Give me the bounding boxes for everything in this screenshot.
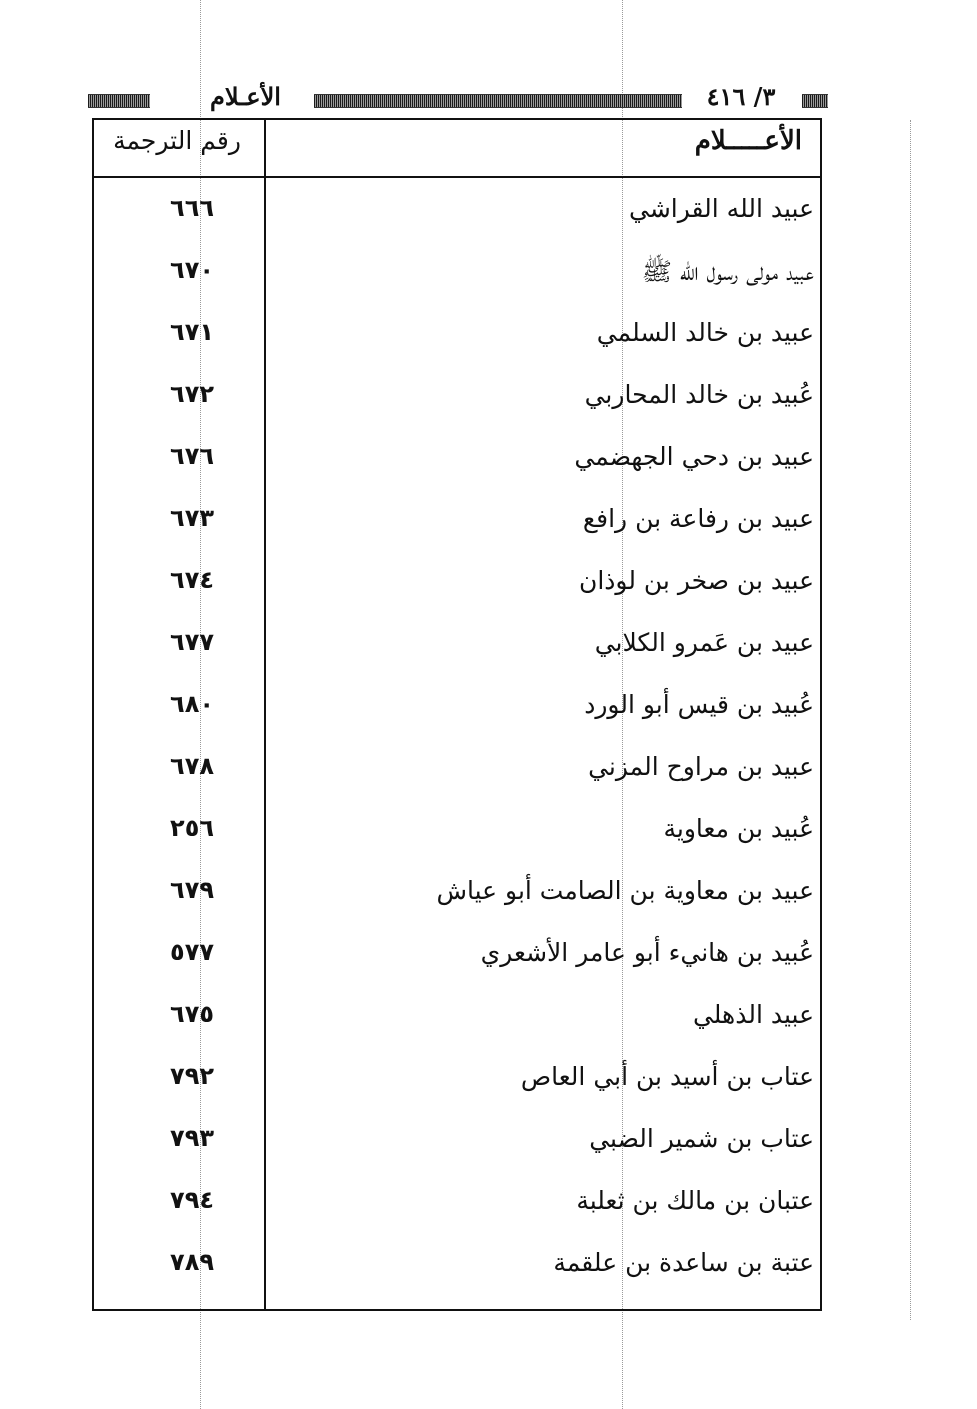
entry-number: ٦٧٠ bbox=[170, 256, 214, 284]
entry-number: ٦٧٧ bbox=[170, 628, 214, 656]
person-name: عُبيد بن قيس أبو الورد bbox=[584, 690, 814, 719]
numbers-column-header: رقم الترجمة bbox=[113, 126, 241, 155]
entry-number: ٦٦٦ bbox=[170, 194, 214, 222]
table-row bbox=[94, 1236, 820, 1298]
table-row bbox=[94, 306, 820, 368]
header-ornament-left bbox=[88, 94, 150, 108]
entry-number: ٧٩٢ bbox=[170, 1062, 214, 1090]
table-row bbox=[94, 616, 820, 678]
entry-number: ٦٧٣ bbox=[170, 504, 214, 532]
table-row bbox=[94, 1112, 820, 1174]
person-name: عبيد بن رفاعة بن رافع bbox=[582, 504, 814, 533]
entry-number: ٦٧٨ bbox=[170, 752, 214, 780]
entry-number: ٦٧٩ bbox=[170, 876, 214, 904]
header-divider bbox=[94, 176, 820, 178]
table-row bbox=[94, 368, 820, 430]
table-row bbox=[94, 182, 820, 244]
person-name: عبيد بن مراوح المزني bbox=[588, 752, 814, 781]
table-row bbox=[94, 802, 820, 864]
person-name: عبيد بن خالد السلمي bbox=[596, 318, 814, 347]
person-name: عبيد مولى رسول الله ﷺ bbox=[641, 257, 814, 286]
person-name: عُبيد بن هانيء أبو عامر الأشعري bbox=[480, 938, 814, 967]
entry-number: ٧٨٩ bbox=[170, 1248, 214, 1276]
names-column-header: الأعـــــلام bbox=[694, 126, 802, 156]
header-ornament-right bbox=[802, 94, 828, 108]
table-row bbox=[94, 1050, 820, 1112]
page-header bbox=[88, 84, 828, 114]
entry-number: ٦٧٦ bbox=[170, 442, 214, 470]
table-row bbox=[94, 1174, 820, 1236]
table-row bbox=[94, 244, 820, 306]
entry-number: ٧٩٤ bbox=[170, 1186, 214, 1214]
person-name: عبيد بن معاوية بن الصامت أبو عياش bbox=[436, 876, 814, 905]
table-row bbox=[94, 554, 820, 616]
entry-number: ٦٨٠ bbox=[170, 690, 214, 718]
person-name: عبيد الله القراشي bbox=[629, 194, 814, 223]
person-name: عُبيد بن معاوية bbox=[663, 814, 814, 843]
entry-number: ٦٧٢ bbox=[170, 380, 214, 408]
person-name: عتبان بن مالك بن ثعلبة bbox=[576, 1186, 814, 1215]
section-title: الأعـلام bbox=[210, 82, 281, 111]
person-name: عتاب بن شمير الضبي bbox=[589, 1124, 814, 1153]
person-name: عبيد بن دحي الجهضمي bbox=[574, 442, 814, 471]
person-name: عتاب بن أسيد بن أبي العاص bbox=[520, 1062, 814, 1091]
table-row bbox=[94, 926, 820, 988]
entry-number: ٦٧٤ bbox=[170, 566, 214, 594]
entry-number: ٧٩٣ bbox=[170, 1124, 214, 1152]
person-name: عبيد بن صخر بن لوذان bbox=[578, 566, 814, 595]
entry-number: ٢٥٦ bbox=[170, 814, 214, 842]
person-name: عبيد الذهلي bbox=[692, 1000, 814, 1029]
index-table bbox=[92, 118, 822, 1311]
table-row bbox=[94, 678, 820, 740]
table-row bbox=[94, 430, 820, 492]
entry-number: ٦٧١ bbox=[170, 318, 214, 346]
page-number: ٣/ ٤١٦ bbox=[682, 82, 800, 111]
table-row bbox=[94, 492, 820, 554]
scan-guide-line bbox=[910, 120, 911, 1320]
person-name: عُبيد بن خالد المحاربي bbox=[584, 380, 814, 409]
table-row bbox=[94, 864, 820, 926]
entry-number: ٦٧٥ bbox=[170, 1000, 214, 1028]
table-row bbox=[94, 988, 820, 1050]
entry-number: ٥٧٧ bbox=[170, 938, 214, 966]
person-name: عبيد بن عَمرو الكلابي bbox=[594, 628, 814, 657]
person-name: عتبة بن ساعدة بن علقمة bbox=[553, 1248, 814, 1277]
table-body bbox=[94, 182, 820, 1298]
table-row bbox=[94, 740, 820, 802]
